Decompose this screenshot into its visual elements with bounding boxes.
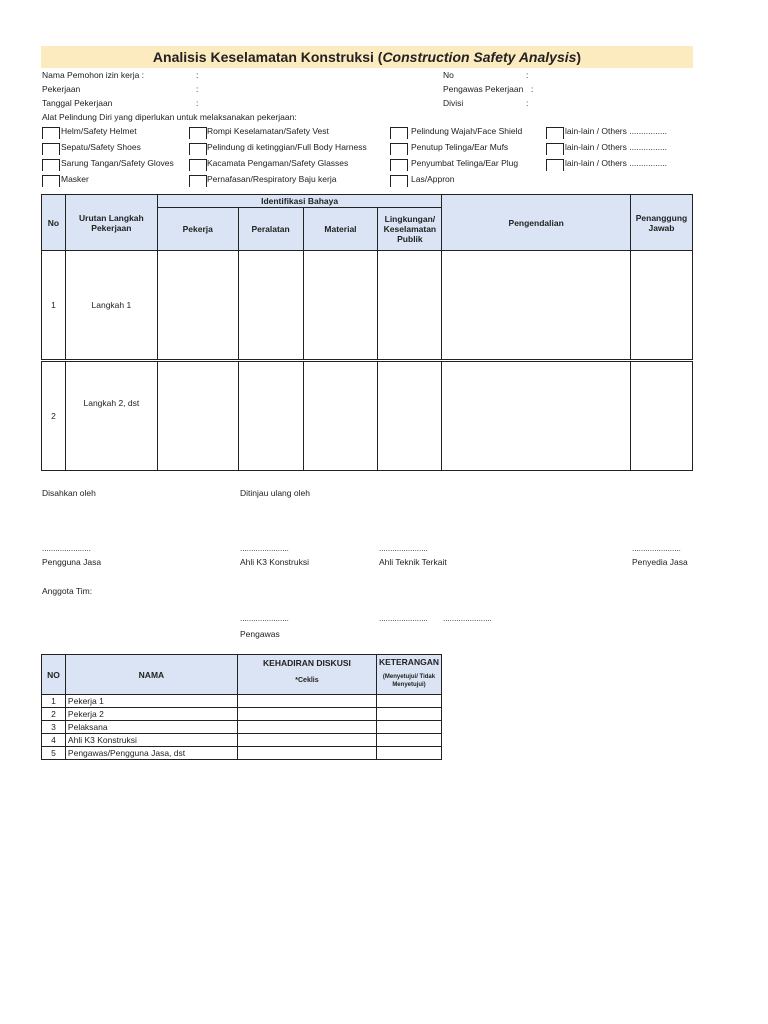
- row-no: 2: [42, 361, 66, 471]
- kehadiran-label: KEHADIRAN DISKUSI: [263, 658, 351, 668]
- table-row: [42, 734, 442, 747]
- att-row-no: 2: [42, 708, 66, 721]
- vest-label: Rompi Keselamatan/Safety Vest: [207, 126, 329, 136]
- cell-lingkungan[interactable]: [378, 251, 442, 361]
- supervisor-label: Pengawas Pekerjaan: [443, 84, 524, 94]
- harness-checkbox[interactable]: [189, 143, 207, 155]
- division-label: Divisi: [443, 98, 464, 108]
- att-row-kehadiran[interactable]: [237, 708, 376, 721]
- apron-checkbox[interactable]: [390, 175, 408, 187]
- table-row: [42, 251, 693, 361]
- signature-line-team-1: ......................: [379, 614, 428, 623]
- others-label-1: lain-lain / Others ................: [565, 126, 668, 136]
- signature-line-pengawas: ......................: [240, 614, 289, 623]
- disahkan-label: Disahkan oleh: [42, 488, 96, 498]
- harness-label: Pelindung di ketinggian/Full Body Harness: [207, 142, 367, 152]
- gloves-label: Sarung Tangan/Safety Gloves: [61, 158, 174, 168]
- face-shield-checkbox[interactable]: [390, 127, 408, 139]
- att-row-keterangan[interactable]: [376, 695, 441, 708]
- cell-material[interactable]: [303, 361, 378, 471]
- signature-line-pengguna: ......................: [42, 544, 91, 553]
- header-identifikasi: Identifikasi Bahaya: [157, 195, 442, 208]
- cell-material[interactable]: [303, 251, 378, 361]
- att-row-nama: Ahli K3 Konstruksi: [65, 734, 237, 747]
- job-date-colon: :: [196, 98, 199, 108]
- supervisor-colon: :: [531, 84, 534, 94]
- att-header-kehadiran: [237, 655, 376, 695]
- att-row-keterangan[interactable]: [376, 747, 441, 760]
- cell-penanggung[interactable]: [630, 361, 692, 471]
- mask-label: Masker: [61, 174, 89, 184]
- respiratory-label: Pernafasan/Respiratory Baju kerja: [207, 174, 337, 184]
- att-header-no: NO: [42, 655, 66, 695]
- header-pengendalian: Pengendalian: [442, 195, 631, 251]
- job-label: Pekerjaan: [42, 84, 81, 94]
- table-row: [42, 708, 442, 721]
- penyedia-jasa-label: Penyedia Jasa: [632, 557, 688, 567]
- signature-line-penyedia: ......................: [632, 544, 681, 553]
- table-row: [42, 747, 442, 760]
- row-step[interactable]: Langkah 1: [65, 251, 157, 361]
- att-row-nama: Pengawas/Pengguna Jasa, dst: [65, 747, 237, 760]
- cell-pengendalian[interactable]: [442, 361, 631, 471]
- others-checkbox-2[interactable]: [546, 143, 564, 155]
- att-header-keterangan: [376, 655, 441, 695]
- ear-muffs-checkbox[interactable]: [390, 143, 408, 155]
- vest-checkbox[interactable]: [189, 127, 207, 139]
- att-row-kehadiran[interactable]: [237, 734, 376, 747]
- cell-pengendalian[interactable]: [442, 251, 631, 361]
- mask-checkbox[interactable]: [42, 175, 60, 187]
- row-no: 1: [42, 251, 66, 361]
- anggota-tim-label: Anggota Tim:: [42, 586, 93, 596]
- ditinjau-label: Ditinjau ulang oleh: [240, 488, 310, 498]
- att-row-keterangan[interactable]: [376, 708, 441, 721]
- apron-label: Las/Appron: [411, 174, 455, 184]
- cell-peralatan[interactable]: [238, 251, 303, 361]
- glasses-label: Kacamata Pengaman/Safety Glasses: [207, 158, 349, 168]
- attendance-table: [41, 654, 442, 760]
- att-row-nama: Pelaksana: [65, 721, 237, 734]
- att-row-kehadiran[interactable]: [237, 695, 376, 708]
- att-row-nama: Pekerja 1: [65, 695, 237, 708]
- ear-plug-label: Penyumbat Telinga/Ear Plug: [411, 158, 519, 168]
- keterangan-sub-label: (Menyetujui/ Tidak Menyetujui): [382, 674, 436, 688]
- applicant-name-label: Nama Pemohon izin kerja :: [42, 70, 145, 80]
- table-row: [42, 695, 442, 708]
- att-row-nama: Pekerja 2: [65, 708, 237, 721]
- row-step[interactable]: Langkah 2, dst: [65, 361, 157, 471]
- header-material: Material: [303, 208, 378, 251]
- gloves-checkbox[interactable]: [42, 159, 60, 171]
- att-row-no: 3: [42, 721, 66, 734]
- cell-pekerja[interactable]: [157, 361, 238, 471]
- respiratory-checkbox[interactable]: [189, 175, 207, 187]
- ahli-teknik-label: Ahli Teknik Terkait: [379, 557, 447, 567]
- att-row-kehadiran[interactable]: [237, 747, 376, 760]
- att-row-no: 5: [42, 747, 66, 760]
- ahli-k3-label: Ahli K3 Konstruksi: [240, 557, 309, 567]
- ear-plug-checkbox[interactable]: [390, 159, 408, 171]
- signature-line-ahli-teknik: ......................: [379, 544, 428, 553]
- applicant-name-colon: :: [196, 70, 199, 80]
- pengguna-jasa-label: Pengguna Jasa: [42, 557, 102, 567]
- shoes-label: Sepatu/Safety Shoes: [61, 142, 141, 152]
- helmet-checkbox[interactable]: [42, 127, 60, 139]
- cell-penanggung[interactable]: [630, 251, 692, 361]
- ear-muffs-label: Penutup Telinga/Ear Mufs: [411, 142, 509, 152]
- apd-heading: Alat Pelindung Diri yang diperlukan untuk melaksanakan pekerjaan:: [42, 112, 297, 122]
- header-peralatan: Peralatan: [238, 208, 303, 251]
- cell-lingkungan[interactable]: [378, 361, 442, 471]
- no-label: No: [443, 70, 454, 80]
- job-colon: :: [196, 84, 199, 94]
- hazard-analysis-table: [41, 194, 693, 471]
- keterangan-label: KETERANGAN: [379, 657, 439, 667]
- cell-peralatan[interactable]: [238, 361, 303, 471]
- no-colon: :: [526, 70, 529, 80]
- att-row-kehadiran[interactable]: [237, 721, 376, 734]
- others-checkbox-1[interactable]: [546, 127, 564, 139]
- others-checkbox-3[interactable]: [546, 159, 564, 171]
- glasses-checkbox[interactable]: [189, 159, 207, 171]
- job-date-label: Tanggal Pekerjaan: [42, 98, 113, 108]
- face-shield-label: Pelindung Wajah/Face Shield: [411, 126, 523, 136]
- header-urutan: Urutan Langkah Pekerjaan: [65, 195, 157, 251]
- att-row-keterangan[interactable]: [376, 734, 441, 747]
- att-row-no: 1: [42, 695, 66, 708]
- shoes-checkbox[interactable]: [42, 143, 60, 155]
- table-row: [42, 721, 442, 734]
- att-row-no: 4: [42, 734, 66, 747]
- header-lingkungan: Lingkungan/ Keselamatan Publik: [378, 208, 442, 251]
- pengawas-label: Pengawas: [240, 629, 280, 639]
- header-penanggung: Penanggung Jawab: [630, 195, 692, 251]
- others-label-3: lain-lain / Others ................: [565, 158, 668, 168]
- att-header-nama: NAMA: [65, 655, 237, 695]
- ceklis-label: *Ceklis: [295, 677, 319, 684]
- cell-pekerja[interactable]: [157, 251, 238, 361]
- signature-line-team-2: ......................: [443, 614, 492, 623]
- division-colon: :: [526, 98, 529, 108]
- att-row-keterangan[interactable]: [376, 721, 441, 734]
- others-label-2: lain-lain / Others ................: [565, 142, 668, 152]
- header-no: No: [42, 195, 66, 251]
- table-row: [42, 361, 693, 471]
- helmet-label: Helm/Safety Helmet: [61, 126, 137, 136]
- signature-line-ahli-k3: ......................: [240, 544, 289, 553]
- page-title: Analisis Keselamatan Konstruksi (Construction Safety Analysis): [41, 46, 693, 68]
- header-pekerja: Pekerja: [157, 208, 238, 251]
